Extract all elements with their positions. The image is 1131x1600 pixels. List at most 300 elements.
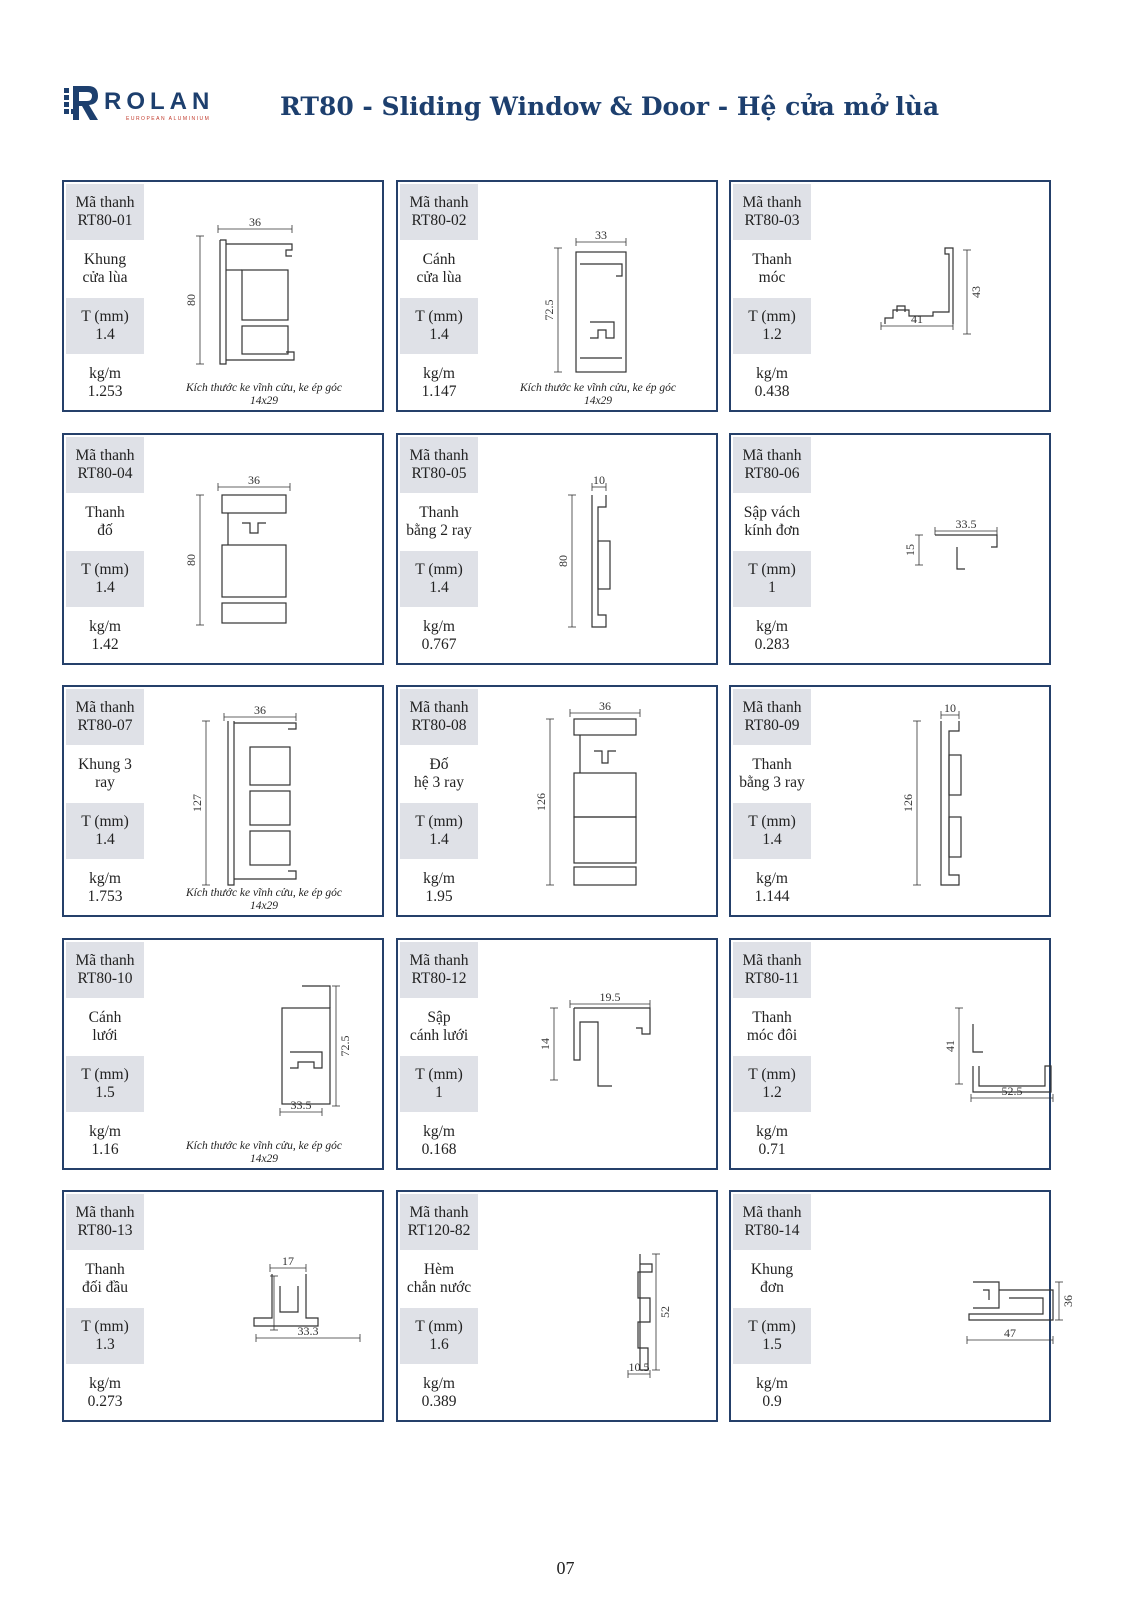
profile-weight-value: 0.767	[421, 636, 457, 653]
profile-section-diagram	[480, 184, 716, 410]
profile-thickness-label: T (mm)	[748, 1318, 796, 1335]
profile-name-cell	[400, 1251, 478, 1307]
profile-drawing	[146, 437, 382, 663]
profile-chamber	[242, 326, 288, 354]
profile-drawing	[146, 184, 382, 410]
profile-code-cell	[733, 942, 811, 998]
page-title: RT80 - Sliding Window & Door - Hệ cửa mở lùa	[280, 92, 940, 121]
profile-name-value: cửa lùa	[82, 269, 128, 286]
profile-code-value: RT80-13	[77, 1222, 133, 1239]
profile-chamber	[598, 541, 610, 589]
profile-name-cell	[400, 494, 478, 550]
profile-outline	[935, 535, 997, 547]
profile-name-value: cửa lùa	[416, 269, 462, 286]
profile-code-label: Mã thanh	[742, 194, 802, 211]
profile-weight-cell	[66, 355, 144, 411]
profile-outline	[228, 721, 234, 885]
profile-outline	[220, 240, 226, 364]
profile-weight-label: kg/m	[423, 1375, 455, 1392]
profile-outline	[969, 1290, 1053, 1320]
profile-weight-cell	[66, 1113, 144, 1169]
profile-outline	[594, 751, 616, 763]
profile-name-cell	[733, 241, 811, 297]
profile-card	[62, 180, 384, 412]
profile-outline	[897, 306, 905, 312]
profile-thickness-value: 1.4	[762, 831, 782, 848]
profile-thickness-label: T (mm)	[748, 813, 796, 830]
profile-weight-label: kg/m	[756, 870, 788, 887]
profile-weight-label: kg/m	[89, 1375, 121, 1392]
profile-name-label: Thanh	[752, 756, 792, 773]
dimension-label: 80	[556, 555, 570, 567]
profile-thickness-label: T (mm)	[81, 813, 129, 830]
profile-weight-cell	[733, 1113, 811, 1169]
dimension-label: 52.5	[1001, 1084, 1023, 1098]
dimension-label: 80	[184, 294, 198, 306]
logo-sub-text: EUROPEAN ALUMINIUM	[126, 116, 211, 122]
profile-code-cell	[733, 1194, 811, 1250]
profile-card	[729, 685, 1051, 917]
profile-thickness-label: T (mm)	[748, 561, 796, 578]
dimension-label: 72.5	[542, 299, 556, 321]
corner-key-note-line2: 14x29	[249, 395, 279, 407]
profile-code-cell	[400, 942, 478, 998]
profile-weight-value: 1.42	[91, 636, 119, 653]
dimension-label: 36	[248, 473, 260, 487]
profile-weight-value: 0.273	[87, 1393, 123, 1410]
dimension-label: 17	[282, 1254, 294, 1268]
profile-thickness-value: 1.4	[429, 579, 449, 596]
profile-outline	[302, 986, 330, 1008]
corner-key-note	[146, 382, 382, 408]
profile-code-value: RT80-08	[411, 717, 467, 734]
profile-outline	[242, 523, 266, 533]
profile-code-label: Mã thanh	[742, 1204, 802, 1221]
profile-section-diagram	[146, 184, 382, 410]
profile-weight-label: kg/m	[423, 1123, 455, 1140]
profile-section-diagram	[813, 942, 1049, 1168]
profile-thickness-label: T (mm)	[415, 1318, 463, 1335]
profile-thickness-cell	[66, 551, 144, 607]
profile-spec-column	[400, 1194, 478, 1420]
profile-outline	[973, 1282, 999, 1308]
profile-section-diagram	[480, 689, 716, 915]
profile-name-label: Khung	[750, 1261, 794, 1278]
profile-drawing	[480, 942, 716, 1168]
profile-chamber	[250, 747, 290, 785]
profile-outline	[290, 1052, 322, 1068]
profile-section-diagram	[480, 437, 716, 663]
profile-outline	[234, 723, 296, 729]
profile-outline	[254, 1274, 318, 1326]
profile-name-value: cánh lưới	[409, 1027, 469, 1044]
profile-name-label: Hèm	[423, 1261, 455, 1278]
profile-weight-cell	[66, 860, 144, 916]
profile-chamber	[250, 791, 290, 825]
profile-weight-value: 0.71	[758, 1141, 786, 1158]
profile-thickness-label: T (mm)	[415, 308, 463, 325]
profile-name-value: đơn	[760, 1279, 784, 1296]
profile-code-cell	[733, 689, 811, 745]
profile-code-label: Mã thanh	[409, 1204, 469, 1221]
profile-code-value: RT120-82	[407, 1222, 471, 1239]
profile-weight-value: 0.168	[421, 1141, 457, 1158]
profile-chamber	[242, 270, 288, 320]
profile-thickness-cell	[66, 298, 144, 354]
profile-name-value: đố	[97, 522, 113, 539]
profile-spec-column	[733, 1194, 811, 1420]
profile-code-cell	[733, 437, 811, 493]
profile-card	[729, 433, 1051, 665]
profile-spec-column	[66, 184, 144, 410]
profile-spec-column	[66, 689, 144, 915]
profile-outline	[226, 352, 294, 360]
profile-code-label: Mã thanh	[75, 699, 135, 716]
profile-drawing	[813, 689, 1049, 915]
profile-weight-cell	[400, 860, 478, 916]
profile-code-cell	[400, 437, 478, 493]
dimension-label: 36	[249, 215, 261, 229]
profile-outline	[574, 1008, 650, 1034]
profile-thickness-value: 1	[435, 1084, 443, 1101]
profile-chamber	[576, 252, 626, 372]
profile-code-cell	[400, 1194, 478, 1250]
profile-name-cell	[733, 999, 811, 1055]
profile-drawing	[813, 184, 1049, 410]
profile-card	[62, 433, 384, 665]
profile-code-label: Mã thanh	[75, 952, 135, 969]
profile-section-diagram	[813, 437, 1049, 663]
profile-drawing	[146, 1194, 382, 1420]
profile-chamber	[574, 867, 636, 885]
dimension-label: 14	[538, 1038, 552, 1050]
profile-thickness-value: 1.2	[762, 326, 782, 343]
corner-key-note	[146, 887, 382, 913]
profile-section-diagram	[146, 942, 382, 1168]
profile-name-label: Cánh	[422, 251, 456, 268]
corner-key-note-line1: Kích thước ke vĩnh cửu, ke ép góc	[186, 382, 342, 394]
profile-code-value: RT80-03	[744, 212, 800, 229]
corner-key-note	[480, 382, 716, 408]
profile-outline	[983, 1290, 989, 1300]
profile-card	[396, 938, 718, 1170]
profile-card	[396, 685, 718, 917]
dimension-label: 10	[944, 701, 956, 715]
profile-code-cell	[66, 437, 144, 493]
profile-drawing	[146, 942, 382, 1168]
logo-r-mark-icon	[64, 84, 104, 124]
profile-outline	[580, 264, 622, 276]
profile-name-value: móc	[758, 269, 786, 286]
profile-weight-cell	[66, 608, 144, 664]
profile-card	[729, 1190, 1075, 1422]
profile-drawing	[146, 689, 382, 915]
profile-outline	[592, 495, 606, 627]
profile-chamber	[949, 817, 961, 857]
profile-name-cell	[400, 746, 478, 802]
profile-code-label: Mã thanh	[409, 699, 469, 716]
profile-section-diagram	[480, 942, 716, 1168]
profile-code-cell	[400, 689, 478, 745]
profile-weight-value: 1.753	[87, 888, 123, 905]
profile-name-label: Sập	[427, 1009, 451, 1026]
profile-outline	[638, 1254, 652, 1370]
dimension-label: 80	[184, 554, 198, 566]
profile-code-label: Mã thanh	[409, 447, 469, 464]
profile-code-value: RT80-05	[411, 465, 467, 482]
profile-card	[396, 180, 718, 412]
profile-outline	[941, 721, 959, 885]
profile-weight-value: 0.389	[421, 1393, 457, 1410]
profile-name-value: chắn nước	[406, 1279, 472, 1296]
profile-spec-column	[733, 689, 811, 915]
profile-chamber	[574, 719, 636, 735]
profile-thickness-value: 1.6	[429, 1336, 449, 1353]
profile-name-label: Thanh	[752, 1009, 792, 1026]
corner-key-note-line2: 14x29	[583, 395, 613, 407]
dimension-label: 41	[943, 1040, 957, 1052]
profile-spec-column	[66, 437, 144, 663]
profile-card	[62, 1190, 384, 1422]
profile-section-diagram	[146, 689, 382, 915]
profile-drawing	[813, 1194, 1075, 1420]
profile-card	[62, 938, 384, 1170]
profile-weight-cell	[400, 1113, 478, 1169]
dimension-label: 33.5	[290, 1098, 312, 1112]
dimension-label: 33.3	[297, 1324, 319, 1338]
profile-weight-label: kg/m	[89, 618, 121, 635]
profile-thickness-value: 1.4	[429, 831, 449, 848]
profile-section-diagram	[480, 1194, 716, 1420]
dimension-label: 33	[595, 228, 607, 242]
profile-thickness-value: 1.4	[429, 326, 449, 343]
profile-thickness-cell	[733, 803, 811, 859]
profile-code-value: RT80-01	[77, 212, 133, 229]
profile-weight-label: kg/m	[89, 1123, 121, 1140]
profile-weight-cell	[400, 608, 478, 664]
profile-code-cell	[400, 184, 478, 240]
profile-drawing	[813, 437, 1049, 663]
profile-weight-label: kg/m	[756, 1375, 788, 1392]
profile-chamber	[949, 755, 961, 795]
profile-code-value: RT80-06	[744, 465, 800, 482]
profile-name-label: Khung 3	[78, 756, 132, 773]
profile-chamber	[222, 545, 286, 597]
profile-code-label: Mã thanh	[409, 952, 469, 969]
profile-weight-label: kg/m	[756, 1123, 788, 1140]
profile-name-value: đối đầu	[81, 1279, 129, 1296]
profile-name-cell	[400, 999, 478, 1055]
profile-name-cell	[733, 1251, 811, 1307]
dimension-label: 10	[593, 473, 605, 487]
profile-name-label: Cánh	[88, 1009, 122, 1026]
profile-weight-label: kg/m	[89, 365, 121, 382]
profile-section-diagram	[813, 184, 1049, 410]
corner-key-note-line1: Kích thước ke vĩnh cửu, ke ép góc	[186, 1140, 342, 1152]
dimension-label: 72.5	[338, 1035, 352, 1057]
profile-code-label: Mã thanh	[742, 952, 802, 969]
profile-drawing	[480, 1194, 716, 1420]
profile-code-value: RT80-12	[411, 970, 467, 987]
profile-thickness-value: 1.3	[95, 1336, 115, 1353]
profile-drawing	[480, 184, 716, 410]
profile-thickness-cell	[400, 1056, 478, 1112]
profile-spec-column	[733, 437, 811, 663]
profile-code-value: RT80-10	[77, 970, 133, 987]
profile-outline	[234, 871, 296, 879]
profile-weight-label: kg/m	[423, 618, 455, 635]
profile-card	[396, 433, 718, 665]
profile-thickness-cell	[66, 1308, 144, 1364]
profile-card	[62, 685, 384, 917]
profile-drawing	[480, 437, 716, 663]
profile-spec-column	[733, 184, 811, 410]
profile-name-cell	[66, 746, 144, 802]
profile-weight-value: 0.283	[754, 636, 790, 653]
corner-key-note	[146, 1140, 382, 1166]
profile-name-value: móc đôi	[746, 1027, 798, 1044]
profile-thickness-label: T (mm)	[415, 561, 463, 578]
profile-outline	[973, 1024, 983, 1052]
profile-thickness-cell	[400, 298, 478, 354]
dimension-label: 41	[911, 312, 923, 326]
profile-chamber	[282, 1008, 330, 1104]
profile-name-label: Thanh	[419, 504, 459, 521]
corner-key-note-line2: 14x29	[249, 1153, 279, 1165]
profile-name-cell	[66, 1251, 144, 1307]
profile-thickness-label: T (mm)	[748, 1066, 796, 1083]
profile-weight-value: 0.438	[754, 383, 790, 400]
profile-chamber	[222, 495, 286, 513]
profile-thickness-value: 1.4	[95, 831, 115, 848]
dimension-label: 36	[599, 699, 611, 713]
profile-code-label: Mã thanh	[75, 447, 135, 464]
page-header	[0, 0, 1131, 150]
profile-thickness-label: T (mm)	[81, 1318, 129, 1335]
profile-code-label: Mã thanh	[75, 194, 135, 211]
profile-name-cell	[733, 494, 811, 550]
profile-code-value: RT80-11	[744, 970, 800, 987]
profile-name-label: Thanh	[752, 251, 792, 268]
profile-chamber	[574, 773, 636, 817]
profile-outline	[574, 1008, 612, 1086]
dimension-label: 127	[190, 794, 204, 812]
profile-spec-column	[400, 437, 478, 663]
profile-name-cell	[66, 999, 144, 1055]
profile-thickness-value: 1.4	[95, 579, 115, 596]
profile-drawing	[480, 689, 716, 915]
profile-weight-cell	[733, 355, 811, 411]
profile-thickness-cell	[400, 1308, 478, 1364]
page-number: 07	[556, 1558, 575, 1578]
profile-name-cell	[733, 746, 811, 802]
dimension-label: 43	[969, 286, 983, 298]
profile-weight-value: 0.9	[762, 1393, 782, 1410]
profile-weight-cell	[66, 1365, 144, 1421]
profile-weight-value: 1.147	[421, 383, 457, 400]
profile-section-diagram	[813, 689, 1049, 915]
profile-outline	[226, 244, 292, 256]
profile-weight-cell	[400, 1365, 478, 1421]
profile-code-label: Mã thanh	[409, 194, 469, 211]
profile-section-diagram	[813, 1194, 1075, 1420]
logo-brand-text: ROLAN	[104, 88, 215, 115]
profile-name-label: Thanh	[85, 504, 125, 521]
dimension-label: 52	[658, 1306, 672, 1318]
profile-spec-column	[66, 942, 144, 1168]
profile-weight-cell	[733, 608, 811, 664]
profile-weight-cell	[400, 355, 478, 411]
profile-weight-value: 1.144	[754, 888, 790, 905]
profile-section-diagram	[146, 437, 382, 663]
profile-name-label: Sập vách	[743, 504, 801, 521]
profile-thickness-cell	[733, 1056, 811, 1112]
profile-thickness-label: T (mm)	[81, 561, 129, 578]
dimension-label: 19.5	[599, 990, 621, 1004]
dimension-label: 36	[254, 703, 266, 717]
profile-card	[729, 180, 1051, 412]
profile-code-label: Mã thanh	[742, 447, 802, 464]
profile-spec-column	[733, 942, 811, 1168]
profile-thickness-cell	[400, 803, 478, 859]
profile-chamber	[222, 603, 286, 623]
profile-thickness-cell	[733, 1308, 811, 1364]
dimension-label: 10.5	[628, 1360, 650, 1374]
profile-code-cell	[66, 942, 144, 998]
profile-code-cell	[66, 1194, 144, 1250]
profile-name-value: bằng 2 ray	[406, 522, 472, 539]
profile-weight-value: 1.253	[87, 383, 123, 400]
profile-card	[729, 938, 1051, 1170]
profile-chamber	[250, 831, 290, 865]
profile-code-cell	[66, 184, 144, 240]
profile-code-label: Mã thanh	[75, 1204, 135, 1221]
profile-name-value: kính đơn	[744, 522, 800, 539]
profile-name-value: ray	[95, 774, 115, 791]
profile-thickness-value: 1.2	[762, 1084, 782, 1101]
profile-name-value: lưới	[92, 1027, 118, 1044]
dimension-label: 36	[1061, 1295, 1075, 1307]
dimension-label: 15	[903, 544, 917, 556]
profile-thickness-cell	[733, 298, 811, 354]
profile-thickness-value: 1	[768, 579, 776, 596]
profile-thickness-value: 1.4	[95, 326, 115, 343]
profile-weight-label: kg/m	[423, 365, 455, 382]
profile-spec-column	[400, 184, 478, 410]
profile-thickness-label: T (mm)	[748, 308, 796, 325]
profile-code-value: RT80-14	[744, 1222, 800, 1239]
profile-thickness-cell	[66, 803, 144, 859]
dimension-label: 33.5	[955, 517, 977, 531]
profile-name-cell	[400, 241, 478, 297]
profile-chamber	[574, 817, 636, 863]
profile-spec-column	[66, 1194, 144, 1420]
profile-outline	[957, 547, 965, 569]
profile-name-value: bằng 3 ray	[739, 774, 805, 791]
dimension-label: 126	[534, 793, 548, 811]
dimension-label: 126	[901, 794, 915, 812]
profile-weight-value: 1.95	[425, 888, 453, 905]
rolan-logo	[64, 84, 234, 128]
profile-thickness-label: T (mm)	[415, 1066, 463, 1083]
corner-key-note-line1: Kích thước ke vĩnh cửu, ke ép góc	[186, 887, 342, 899]
profile-code-value: RT80-04	[77, 465, 133, 482]
profile-thickness-value: 1.5	[95, 1084, 115, 1101]
profile-spec-column	[400, 689, 478, 915]
profile-weight-label: kg/m	[756, 618, 788, 635]
profile-thickness-label: T (mm)	[415, 813, 463, 830]
profile-outline	[590, 322, 614, 338]
